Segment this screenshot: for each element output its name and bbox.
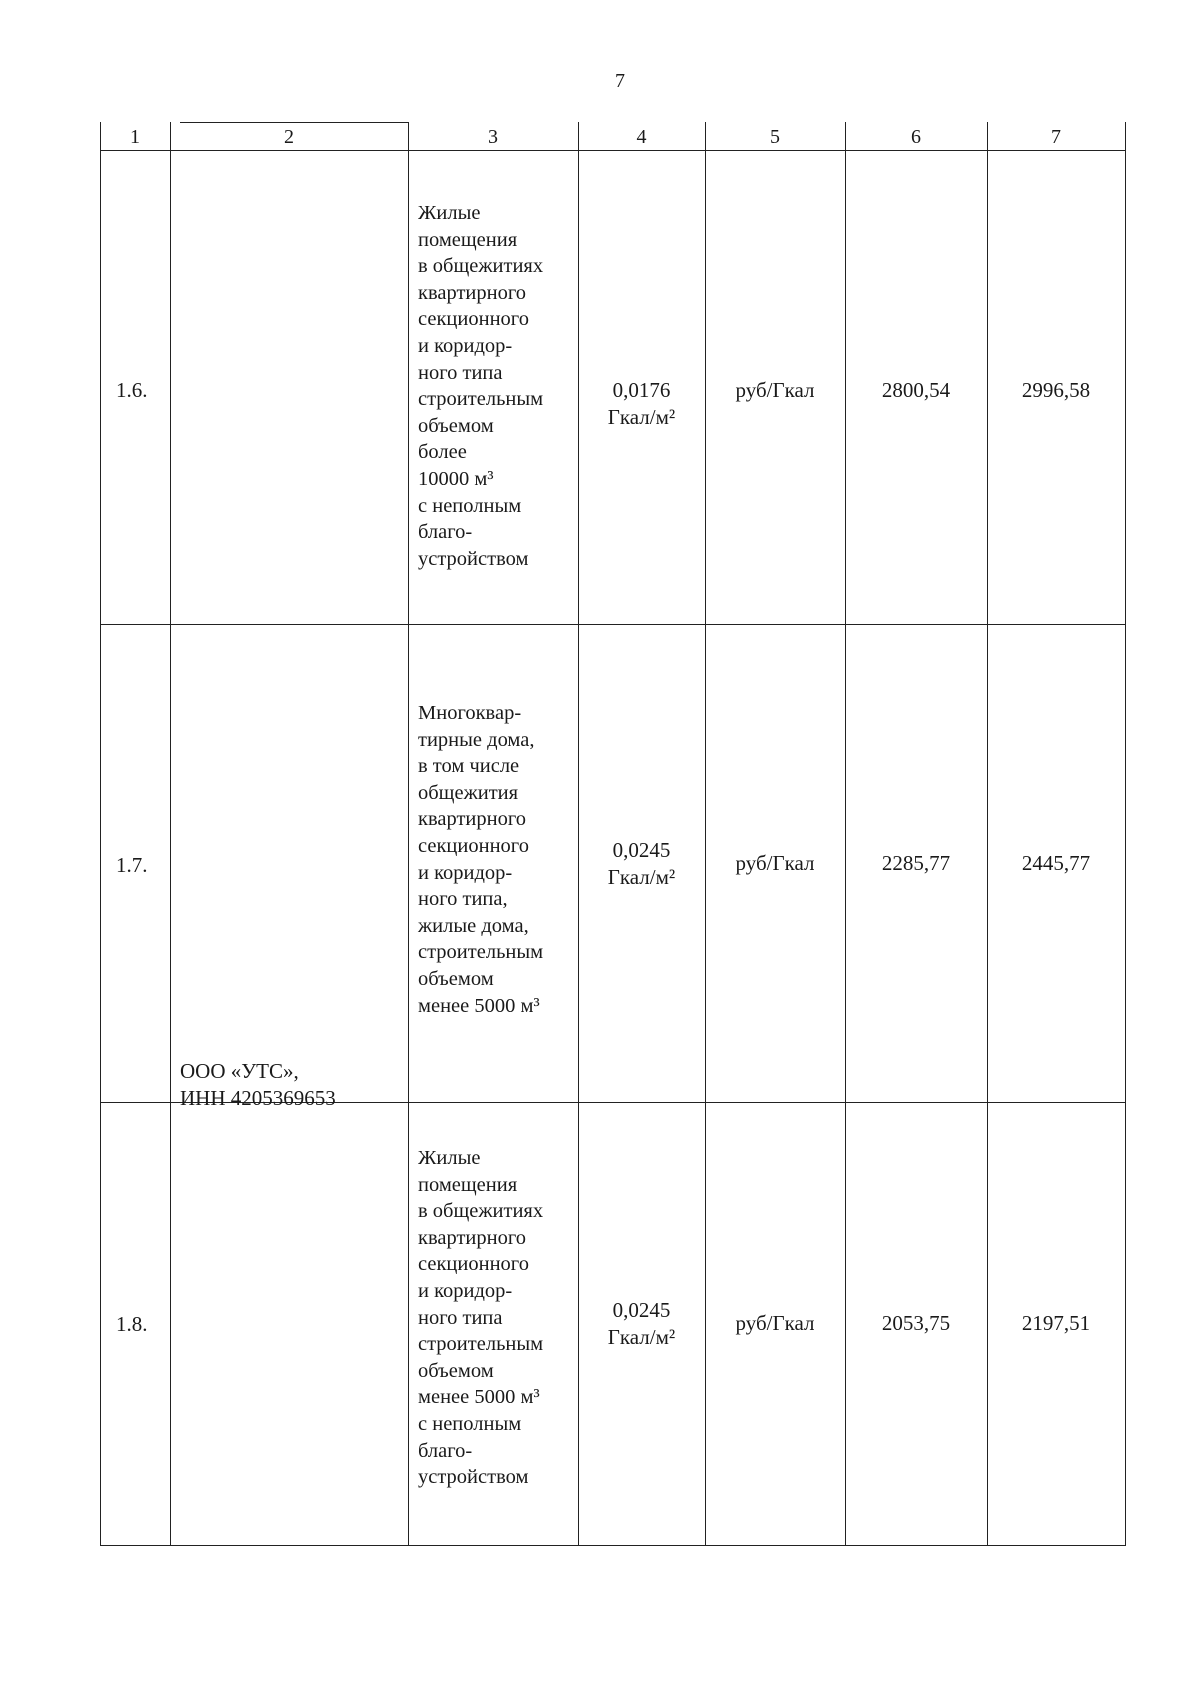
tariff-col6-1-7: 2285,77 bbox=[881, 851, 951, 875]
desc-line: строительным bbox=[418, 1333, 544, 1356]
row-number-1-7: 1.7. bbox=[116, 853, 148, 877]
desc-line: секционного bbox=[418, 308, 529, 331]
header-col-6: 6 bbox=[911, 126, 921, 148]
desc-line: объемом bbox=[418, 1359, 494, 1382]
norm-unit: Гкал/м² bbox=[607, 405, 676, 429]
desc-line: квартирного bbox=[418, 281, 526, 304]
unit-cell-1-6: руб/Гкал bbox=[735, 378, 815, 402]
desc-line: помещения bbox=[418, 1173, 518, 1196]
desc-line: устройством bbox=[418, 547, 529, 570]
header-col-5: 5 bbox=[770, 126, 780, 148]
norm-unit: Гкал/м² bbox=[607, 865, 676, 889]
tariff-col6-1-6: 2800,54 bbox=[881, 378, 951, 402]
row-divider-1 bbox=[100, 624, 1126, 625]
row-number-1-6: 1.6. bbox=[116, 378, 148, 402]
norm-value: 0,0176 bbox=[612, 378, 671, 402]
unit-cell-1-7: руб/Гкал bbox=[735, 851, 815, 875]
norm-value: 0,0245 bbox=[612, 838, 671, 862]
tariff-col7-1-6: 2996,58 bbox=[1021, 378, 1091, 402]
organization-inn: ИНН 4205369653 bbox=[180, 1086, 336, 1110]
header-col-7: 7 bbox=[1051, 126, 1061, 148]
desc-line: в том числе bbox=[418, 755, 520, 778]
page-number: 7 bbox=[615, 70, 625, 92]
desc-line: менее 5000 м³ bbox=[418, 1386, 540, 1409]
desc-line: благо- bbox=[418, 1439, 473, 1462]
desc-line: более bbox=[418, 441, 467, 464]
col-border-2 bbox=[408, 122, 409, 1546]
col-border-7 bbox=[1125, 122, 1126, 1546]
norm-cell-1-8 bbox=[578, 1297, 705, 1351]
desc-line: 10000 м³ bbox=[418, 467, 494, 490]
organization-name: ООО «УТС», bbox=[180, 1059, 299, 1083]
header-col-1: 1 bbox=[130, 126, 140, 148]
header-col-3: 3 bbox=[488, 126, 498, 148]
desc-line: и коридор- bbox=[418, 334, 513, 357]
tariff-col6-1-8: 2053,75 bbox=[881, 1311, 951, 1335]
desc-line: тирные дома, bbox=[418, 728, 535, 751]
desc-line: Многоквар- bbox=[418, 702, 522, 724]
desc-line: помещения bbox=[418, 228, 518, 251]
col-border-0 bbox=[100, 122, 101, 1546]
desc-line: и коридор- bbox=[418, 861, 513, 884]
desc-line: квартирного bbox=[418, 808, 526, 831]
organization-cell bbox=[180, 1058, 406, 1112]
desc-line: Жилые bbox=[418, 202, 481, 224]
desc-line: жилые дома, bbox=[418, 914, 529, 937]
desc-line: с неполным bbox=[418, 1412, 522, 1435]
header-col-2: 2 bbox=[284, 126, 294, 148]
desc-line: секционного bbox=[418, 834, 529, 857]
row-number-1-8: 1.8. bbox=[116, 1312, 148, 1336]
desc-line: благо- bbox=[418, 521, 473, 544]
norm-cell-1-6 bbox=[578, 377, 705, 431]
norm-cell-1-7 bbox=[578, 837, 705, 891]
norm-unit: Гкал/м² bbox=[607, 1325, 676, 1349]
desc-line: устройством bbox=[418, 1466, 529, 1489]
row-description-1-7 bbox=[418, 700, 576, 1019]
norm-value: 0,0245 bbox=[612, 1298, 671, 1322]
desc-line: объемом bbox=[418, 967, 494, 990]
desc-line: общежития bbox=[418, 781, 519, 804]
desc-line: в общежитиях bbox=[418, 255, 544, 278]
unit-cell-1-8: руб/Гкал bbox=[735, 1311, 815, 1335]
desc-line: квартирного bbox=[418, 1226, 526, 1249]
desc-line: менее 5000 м³ bbox=[418, 994, 540, 1017]
desc-line: с неполным bbox=[418, 494, 522, 517]
desc-line: ного типа, bbox=[418, 888, 508, 911]
desc-line: Жилые bbox=[418, 1147, 481, 1169]
desc-line: в общежитиях bbox=[418, 1200, 544, 1223]
desc-line: ного типа bbox=[418, 361, 503, 384]
tariff-col7-1-8: 2197,51 bbox=[1021, 1311, 1091, 1335]
desc-line: строительным bbox=[418, 941, 544, 964]
desc-line: ного типа bbox=[418, 1306, 503, 1329]
row-description-1-8 bbox=[418, 1145, 576, 1491]
desc-line: секционного bbox=[418, 1253, 529, 1276]
header-col-4: 4 bbox=[636, 126, 647, 148]
tariff-col7-1-7: 2445,77 bbox=[1021, 851, 1091, 875]
row-description-1-6 bbox=[418, 200, 576, 572]
table-bottom-border bbox=[100, 1545, 1126, 1546]
col-border-1 bbox=[170, 122, 171, 1546]
desc-line: строительным bbox=[418, 388, 544, 411]
desc-line: объемом bbox=[418, 414, 494, 437]
desc-line: и коридор- bbox=[418, 1279, 513, 1302]
